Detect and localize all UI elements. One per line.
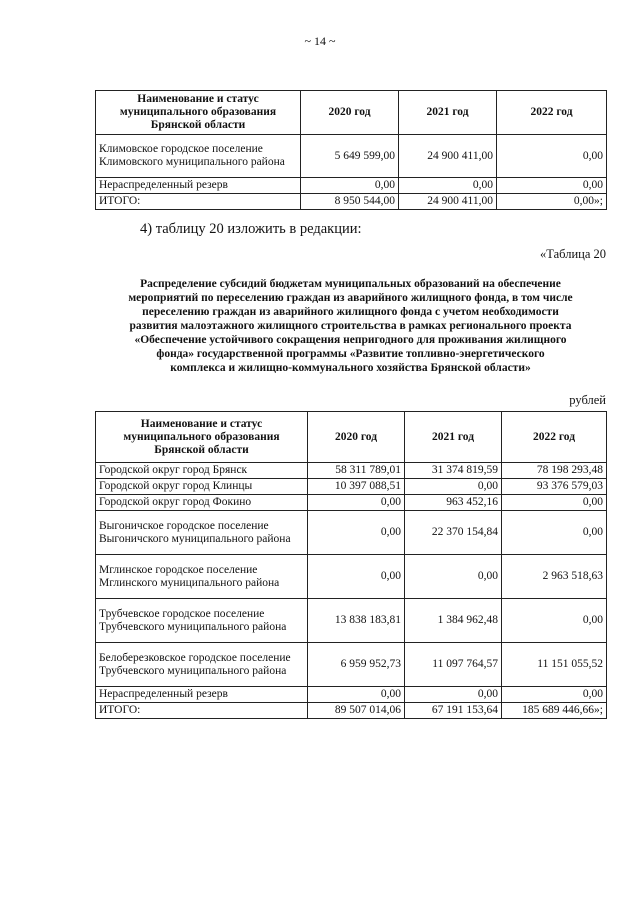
column-header-2020: 2020 год — [308, 412, 405, 463]
column-header-2022: 2022 год — [497, 91, 607, 135]
title-line: комплекса и жилищно-коммунального хозяйства Брянской области» — [170, 362, 531, 374]
value-2020: 6 959 952,73 — [308, 643, 405, 687]
value-2021: 24 900 411,00 — [399, 194, 497, 210]
column-header-name: Наименование и статус муниципального образования Брянской области — [96, 91, 301, 135]
title-line: развития малоэтажного жилищного строительства в рамках регионального проекта — [129, 320, 572, 332]
table-row — [96, 599, 607, 643]
value-2022: 0,00»; — [497, 194, 607, 210]
row-name: Нераспределенный резерв — [96, 178, 301, 194]
table-row — [96, 643, 607, 687]
row-name: Выгоничское городское поселение Выгоничского муниципального района — [96, 511, 308, 555]
value-2021: 22 370 154,84 — [405, 511, 502, 555]
subsidy-table-main — [95, 411, 607, 719]
row-name: Трубчевское городское поселение Трубчевского муниципального района — [96, 599, 308, 643]
value-2022: 0,00 — [497, 135, 607, 178]
table-row — [96, 463, 607, 479]
value-2021: 963 452,16 — [405, 495, 502, 511]
value-2020: 13 838 183,81 — [308, 599, 405, 643]
table-row — [96, 511, 607, 555]
value-2022: 0,00 — [497, 178, 607, 194]
value-2022: 93 376 579,03 — [502, 479, 607, 495]
row-name: Городской округ город Брянск — [96, 463, 308, 479]
column-header-name: Наименование и статус муниципального образования Брянской области — [96, 412, 308, 463]
value-2020: 0,00 — [308, 511, 405, 555]
value-2020: 58 311 789,01 — [308, 463, 405, 479]
title-line: фонда» государственной программы «Развитие топливно-энергетического — [156, 348, 545, 360]
value-2020: 89 507 014,06 — [308, 703, 405, 719]
table-title — [95, 277, 606, 375]
row-name: ИТОГО: — [96, 703, 308, 719]
value-2021: 0,00 — [405, 479, 502, 495]
value-2021: 24 900 411,00 — [399, 135, 497, 178]
column-header-2021: 2021 год — [399, 91, 497, 135]
table-row — [96, 178, 607, 194]
table-row — [96, 135, 607, 178]
units-label: рублей — [569, 393, 606, 407]
value-2022: 0,00 — [502, 599, 607, 643]
value-2021: 0,00 — [399, 178, 497, 194]
table-row-total — [96, 703, 607, 719]
value-2022: 0,00 — [502, 495, 607, 511]
value-2021: 67 191 153,64 — [405, 703, 502, 719]
title-line: «Обеспечение устойчивого сокращения непригодного для проживания жилищного — [134, 334, 567, 346]
table-label: «Таблица 20 — [540, 247, 606, 261]
value-2022: 2 963 518,63 — [502, 555, 607, 599]
value-2021: 11 097 764,57 — [405, 643, 502, 687]
value-2020: 0,00 — [301, 178, 399, 194]
page-number: ~ 14 ~ — [304, 34, 336, 48]
title-line: мероприятий по переселению граждан из аварийного жилищного фонда, в том числе — [128, 292, 573, 304]
value-2022: 185 689 446,66»; — [502, 703, 607, 719]
row-name: Мглинское городское поселение Мглинского муниципального района — [96, 555, 308, 599]
row-name: Климовское городское поселение Климовского муниципального района — [96, 135, 301, 178]
row-name: Городской округ город Клинцы — [96, 479, 308, 495]
value-2022: 0,00 — [502, 687, 607, 703]
column-header-2021: 2021 год — [405, 412, 502, 463]
subsidy-table-top — [95, 90, 607, 210]
value-2020: 10 397 088,51 — [308, 479, 405, 495]
row-name: Городской округ город Фокино — [96, 495, 308, 511]
value-2022: 11 151 055,52 — [502, 643, 607, 687]
value-2020: 0,00 — [308, 687, 405, 703]
row-name: ИТОГО: — [96, 194, 301, 210]
title-line: переселению граждан из аварийного жилищного фонда с учетом необходимости — [142, 306, 559, 318]
value-2021: 0,00 — [405, 555, 502, 599]
value-2022: 0,00 — [502, 511, 607, 555]
value-2020: 8 950 544,00 — [301, 194, 399, 210]
row-name: Белоберезковское городское поселение Трубчевского муниципального района — [96, 643, 308, 687]
value-2022: 78 198 293,48 — [502, 463, 607, 479]
value-2021: 1 384 962,48 — [405, 599, 502, 643]
row-name: Нераспределенный резерв — [96, 687, 308, 703]
value-2021: 0,00 — [405, 687, 502, 703]
table-row — [96, 495, 607, 511]
column-header-2022: 2022 год — [502, 412, 607, 463]
amendment-item: 4) таблицу 20 изложить в редакции: — [140, 221, 362, 237]
value-2020: 0,00 — [308, 555, 405, 599]
title-line: Распределение субсидий бюджетам муниципальных образований на обеспечение — [140, 278, 561, 290]
table-row — [96, 555, 607, 599]
value-2020: 5 649 599,00 — [301, 135, 399, 178]
column-header-2020: 2020 год — [301, 91, 399, 135]
value-2020: 0,00 — [308, 495, 405, 511]
table-row — [96, 687, 607, 703]
value-2021: 31 374 819,59 — [405, 463, 502, 479]
table-row — [96, 479, 607, 495]
table-row-total — [96, 194, 607, 210]
